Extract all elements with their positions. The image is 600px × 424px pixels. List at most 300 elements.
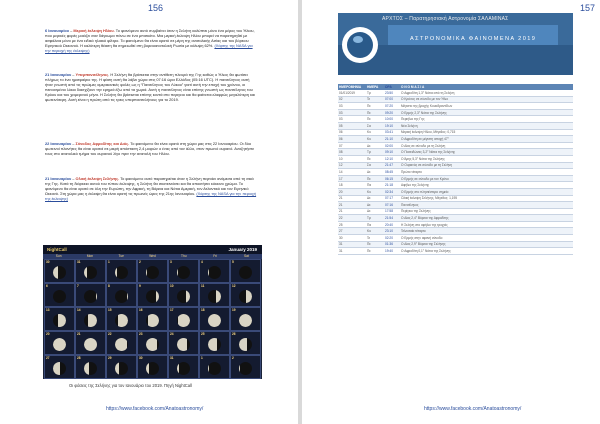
moon-lit-portion [127, 290, 128, 303]
moon-lit-portion [118, 314, 128, 327]
table-row [338, 235, 573, 242]
calendar-weekday: Wed [149, 254, 156, 258]
calendar-month: January 2019 [228, 247, 257, 252]
moon-lit-portion [53, 362, 60, 375]
moon-lit-portion [186, 290, 190, 303]
table-row [338, 109, 573, 116]
date-label: 22 Ιανουαρίου [45, 141, 72, 146]
cell-day: Κυ [366, 136, 384, 143]
cell-time: 21:10 [384, 136, 400, 143]
moon-phase-icon [84, 362, 97, 375]
cell-time: 19:40 [384, 248, 400, 255]
cell-event: Ο Δίας 2,4° Βόρεια της Αφροδίτης [400, 215, 573, 222]
cell-date: 17 [338, 175, 366, 182]
table-row [338, 103, 573, 110]
calendar-day-cell [44, 283, 75, 307]
moon-phase-icon [177, 338, 190, 351]
moon-phase-icon [208, 314, 221, 327]
cell-time: 09:10 [384, 149, 400, 156]
calendar-day-number: 18 [201, 308, 205, 312]
table-row [338, 169, 573, 176]
cell-day: Κυ [366, 188, 384, 195]
event-label: Υπερπανσέληνος [75, 72, 109, 77]
cell-day: Τε [366, 96, 384, 103]
cell-time: 21:54 [384, 215, 400, 222]
cell-date: 03 [338, 109, 366, 116]
cell-day: Δε [366, 195, 384, 202]
moon-lit-portion [239, 338, 247, 351]
table-row [338, 136, 573, 143]
calendar-day-cell [137, 283, 168, 307]
moon-lit-portion [84, 338, 97, 351]
moon-lit-portion [96, 290, 97, 303]
cell-date: 21 [338, 208, 366, 215]
moon-lit-portion [146, 362, 149, 375]
moon-phase-icon [239, 266, 252, 279]
cell-event: Ολική έκλειψη Σελήνης, Μέγεθος: 1,195 [400, 195, 573, 202]
calendar-day-cell [106, 331, 137, 355]
cell-date: 20 [338, 188, 366, 195]
table-row [338, 241, 573, 248]
table-row [338, 182, 573, 189]
calendar-day-cell [230, 331, 261, 355]
calendar-day-number: 28 [77, 356, 81, 360]
calendar-day-cell [199, 283, 230, 307]
moon-phase-icon [115, 338, 128, 351]
calendar-day-cell [44, 307, 75, 331]
calendar-day-number: 8 [108, 284, 110, 288]
paragraph-total-lunar-eclipse [45, 176, 257, 205]
cell-day: Πε [366, 241, 384, 248]
cell-day: Δε [366, 169, 384, 176]
calendar-day-cell [75, 355, 106, 379]
header-banner [338, 13, 573, 75]
calendar-day-cell [106, 307, 137, 331]
footer-facebook-link[interactable]: https://www.facebook.com/Anatoastronomy/ [106, 406, 204, 412]
calendar-day-cell [137, 307, 168, 331]
paragraph-text: Το φαινόμενο αυτό παρατηρείται όταν η Σελήνη περνάει ανάμεσα από τη σκιά της Γης. Κατά τη διάρκεια αυτού του τύπου έκλειψης, η Σελήνη θα σκοτεινιάσει και θα αποκτήσει κόκκινο χρώμα. Το φαινόμενο θα είναι ορατό σε όλη την Ευρώπη, την Αφρική, τη Βόρεια και Νότια Αμερική, τον Ατλαντικό και τον Ειρηνικό Ωκεανό. Στη χώρα μας η έκλειψη θα είναι ορατή τις πρωινές ώρες της 21ης Ιανουαρίου. [45, 176, 254, 196]
calendar-day-number: 12 [232, 284, 236, 288]
moon-lit-portion [178, 314, 190, 327]
table-row [338, 149, 573, 156]
moon-phase-icon [239, 362, 252, 375]
cell-date: 30 [338, 235, 366, 242]
table-row [338, 116, 573, 123]
moon-lit-portion [58, 314, 66, 327]
dash: – [71, 72, 76, 77]
calendar-day-number: 3 [170, 260, 172, 264]
table-row [338, 228, 573, 235]
cell-day: Πα [366, 221, 384, 228]
moon-phase-icon [84, 338, 97, 351]
paragraph-text: Το φαινόμενο αυτό συμβαίνει όταν η Σελήνη καλύπτει μόνο ένα μέρος του Ήλιου, που μερικές φορές μοιάζει σαν δάγκωμα πάνω σε ένα μπισκότο. Μια μερική έκλειψη Ηλίου μπορεί να παρατηρηθεί με ασφάλεια μόνο με ένα ειδικό ηλιακό φίλτρο. Το φαινόμενο θα είναι ορατό σε μέρη της ανατολικής Ασίας και του βόρειου Ειρηνικού Ωκεανού. Η καλύτερη θέαση θα σημειωθεί στη βορειοανατολική Ρωσία με κάλυψη 62%. [45, 28, 255, 48]
calendar-day-cell [106, 259, 137, 283]
cell-time: 08:45 [384, 169, 400, 176]
calendar-weekday: Sat [243, 254, 249, 258]
event-label: Ολική έκλειψη Σελήνης. [75, 176, 120, 181]
calendar-day-number: 1 [201, 356, 203, 360]
moon-lit-portion [239, 314, 252, 327]
moon-phase-icon [177, 290, 190, 303]
cell-day: Πε [366, 155, 384, 162]
calendar-day-cell [106, 283, 137, 307]
moon-phase-icon [115, 362, 128, 375]
calendar-day-cell [44, 355, 75, 379]
cell-event: Μερική έκλειψη Ηλίου, Μέγεθος: 0,715 [400, 129, 573, 136]
moon-lit-portion [88, 314, 97, 327]
cell-date: 03 [338, 103, 366, 110]
planet-logo-icon [342, 27, 378, 63]
cell-time: 06:15 [384, 175, 400, 182]
calendar-day-cell [230, 259, 261, 283]
calendar-day-number: 30 [139, 356, 143, 360]
table-row [338, 248, 573, 255]
cell-event: Περιήλιο της Γης [400, 116, 573, 123]
cell-time: 12:10 [384, 155, 400, 162]
moon-lit-portion [53, 338, 66, 351]
cell-event: Αφήλιο της Σελήνης [400, 182, 573, 189]
calendar-day-number: 13 [46, 308, 50, 312]
calendar-day-cell [168, 331, 199, 355]
dash: – [71, 176, 76, 181]
cell-date: 03 [338, 116, 366, 123]
paragraph-text: Το φαινόμενο θα είναι ορατό στη χώρα μας στις 22 Ιανουαρίου. Οι δύο φωτεινοί πλανήτες θα είναι ορατοί σε μικρή απόσταση 2,4 μοιρών ο ένας από τον άλλο, στον πρωινό ουρανό. Αναζητήστε τους στο ανατολικό τμήμα του ουρανού λίγο πριν την ανατολή του Ηλίου. [45, 141, 255, 156]
cell-date: 31 [338, 248, 366, 255]
moon-phase-icon [208, 362, 221, 375]
cell-event: Νέα Σελήνη [400, 122, 573, 129]
nasa-map-link[interactable]: (Χάρτης της NASA για την περιοχή της έκλειψης) [45, 191, 257, 201]
table-row [338, 221, 573, 228]
calendar-day-number: 29 [108, 356, 112, 360]
moon-phase-icon [239, 290, 252, 303]
moon-phase-icon [84, 290, 97, 303]
moon-lit-portion [53, 266, 58, 279]
table-row [338, 208, 573, 215]
moon-phase-icon [146, 314, 159, 327]
calendar-day-number: 14 [77, 308, 81, 312]
calendar-day-number: 27 [46, 356, 50, 360]
moon-phase-icon [208, 338, 221, 351]
calendar-day-cell [199, 259, 230, 283]
calendar-brand: NightCall [47, 247, 67, 252]
cell-time: 07:17 [384, 195, 400, 202]
calendar-day-number: 15 [108, 308, 112, 312]
moon-phase-icon [84, 314, 97, 327]
cell-event: Ο Αφροδίτη 0,1° Νότια της Σελήνης [400, 248, 573, 255]
cell-date: 25 [338, 221, 366, 228]
cell-time: 21:47 [384, 162, 400, 169]
cell-day: Σα [366, 122, 384, 129]
calendar-day-cell [168, 355, 199, 379]
moon-phase-icon [53, 362, 66, 375]
event-label: Μερική έκλειψη Ηλίου. [73, 28, 115, 33]
cell-date: 06 [338, 136, 366, 143]
calendar-weekday: Mon [86, 254, 94, 258]
cell-time: 07:16 [384, 202, 400, 209]
banner-subtitle-band [388, 25, 558, 45]
moon-lit-portion [84, 362, 89, 375]
cell-time: 02:34 [384, 188, 400, 195]
cell-event: Ο Ουρανός σε σύνοδο με τη Σελήνη [400, 162, 573, 169]
moon-lit-portion [246, 290, 253, 303]
moon-lit-portion [146, 338, 157, 351]
cell-day: Τρ [366, 90, 384, 96]
cell-event: Πανσέληνος [400, 202, 573, 209]
calendar-day-number: 9 [139, 284, 141, 288]
calendar-day-number: 2 [232, 356, 234, 360]
calendar-weekday: Thu [181, 254, 187, 258]
cell-day: Πε [366, 175, 384, 182]
cell-day: Σα [366, 162, 384, 169]
event-label: Σύνοδος Αφροδίτης και Διός. [75, 141, 130, 146]
calendar-caption: Οι φάσεις της Σελήνης για τον Ιανουάριο του 2019. Πηγή NightCall [69, 383, 192, 388]
table-row [338, 122, 573, 129]
calendar-day-number: 11 [201, 284, 205, 288]
calendar-day-number: 4 [201, 260, 203, 264]
moon-phase-icon [146, 362, 159, 375]
moon-lit-portion [156, 290, 159, 303]
table-row [338, 215, 573, 222]
date-label: 6 Ιανουαρίου [45, 28, 70, 33]
cell-time: 07:20 [384, 103, 400, 110]
cell-date: 22 [338, 215, 366, 222]
moon-phase-icon [115, 290, 128, 303]
moon-phase-icon [53, 290, 66, 303]
moon-lit-portion [146, 266, 147, 279]
moon-lit-portion [208, 338, 217, 351]
calendar-day-cell [168, 283, 199, 307]
calendar-day-cell [75, 307, 106, 331]
cell-date: 21 [338, 195, 366, 202]
cell-day: Δε [366, 202, 384, 209]
table-row [338, 155, 573, 162]
banner-subtitle: ΑΣΤΡΟΝΟΜΙΚΑ ΦΑΙΝΟΜΕΝΑ 2019 [410, 36, 537, 42]
right-page [302, 0, 600, 424]
calendar-day-number: 26 [232, 332, 236, 336]
cell-date: 14 [338, 169, 366, 176]
moon-lit-portion [115, 362, 119, 375]
calendar-day-number: 19 [232, 308, 236, 312]
moon-phase-icon [208, 266, 221, 279]
calendar-day-number: 20 [46, 332, 50, 336]
header-day: ΗΜΕΡΑ [366, 84, 384, 90]
cell-event: Ο Ερμής σε σύνοδο με τον Κρόνο [400, 175, 573, 182]
cell-time: 07:00 [384, 96, 400, 103]
calendar-header [43, 245, 262, 254]
moon-phase-icon [115, 266, 128, 279]
cell-day: Πε [366, 248, 384, 255]
cell-event: Ο Ερμής στο πλησιέστερο σημείο [400, 188, 573, 195]
moon-phase-icon [177, 362, 190, 375]
moon-phase-icon [115, 314, 128, 327]
calendar-day-cell [44, 259, 75, 283]
moon-phase-calendar [43, 245, 262, 379]
calendar-day-number: 17 [170, 308, 174, 312]
calendar-day-cell [168, 259, 199, 283]
calendar-day-cell [199, 331, 230, 355]
moon-lit-portion [208, 362, 209, 375]
paragraph-venus-jupiter [45, 141, 257, 160]
cell-date: 02 [338, 96, 366, 103]
cell-day: Δε [366, 142, 384, 149]
moon-lit-portion [177, 338, 187, 351]
calendar-day-cell [199, 307, 230, 331]
table-row [338, 188, 573, 195]
calendar-day-cell [106, 355, 137, 379]
moon-phase-icon [208, 290, 221, 303]
cell-event: Ο Άρης 5,3° Νότια της Σελήνης [400, 155, 573, 162]
calendar-day-number: 10 [170, 284, 174, 288]
cell-day: Πε [366, 103, 384, 110]
table-row [338, 195, 573, 202]
cell-date: 06 [338, 129, 366, 136]
moon-lit-portion [177, 266, 178, 279]
cell-event: Μέγιστο της βροχής Κουαδραντίδων [400, 103, 573, 110]
moon-phase-icon [146, 290, 159, 303]
table-row [338, 162, 573, 169]
calendar-day-number: 25 [201, 332, 205, 336]
date-label: 21 Ιανουαρίου [45, 72, 72, 77]
planet-logo-shine [353, 36, 363, 43]
right-page-number: 157 [580, 3, 596, 13]
cell-day: Τε [366, 235, 384, 242]
calendar-day-cell [75, 331, 106, 355]
calendar-day-cell [137, 355, 168, 379]
cell-event: Ο Ποσειδώνας 3,2° Νότια της Σελήνης [400, 149, 573, 156]
cell-date: 31 [338, 241, 366, 248]
cell-time: 23:10 [384, 228, 400, 235]
moon-lit-portion [216, 290, 221, 303]
left-page-number: 156 [148, 3, 164, 13]
events-table-body [338, 90, 573, 254]
header-date: ΗΜΕΡΟΜΗΝΙΑ [338, 84, 366, 90]
moon-lit-portion [115, 266, 117, 279]
dash: – [69, 28, 74, 33]
calendar-day-number: 30 [46, 260, 50, 264]
cell-event: Ο Δίας σε σύνοδο με τη Σελήνη [400, 142, 573, 149]
cell-time: 10:00 [384, 116, 400, 123]
calendar-day-number: 24 [170, 332, 174, 336]
calendar-day-cell [168, 307, 199, 331]
cell-time: 02:00 [384, 142, 400, 149]
date-label: 21 Ιανουαρίου [45, 176, 72, 181]
cell-time: 01:36 [384, 241, 400, 248]
left-page [0, 0, 298, 424]
moon-lit-portion [177, 362, 179, 375]
moon-lit-portion [208, 314, 221, 327]
paragraph-supermoon [45, 72, 257, 106]
cell-date: 12 [338, 162, 366, 169]
cell-date: 21 [338, 202, 366, 209]
calendar-day-number: 31 [170, 356, 174, 360]
calendar-day-number: 22 [108, 332, 112, 336]
moon-phase-icon [53, 314, 66, 327]
footer-facebook-link[interactable]: https://www.facebook.com/Anatoastronomy/ [424, 406, 522, 412]
calendar-day-cell [75, 259, 106, 283]
calendar-day-cell [199, 355, 230, 379]
table-row [338, 142, 573, 149]
nasa-map-link[interactable]: (Χάρτης της NASA για την περιοχή της έκλειψης) [45, 43, 253, 53]
cell-time: 02:20 [384, 235, 400, 242]
table-row [338, 175, 573, 182]
paragraph-text: . Η Σελήνη θα βρίσκεται στην αντίθετη πλευρά της Γης καθώς ο Ήλιος θα φωτίσει πλήρως το ένα ημισφαίριο της. Η φάση αυτή θα λάβει χώρα στις 07:16 ώρα Ελλάδος (05:16 UTC). Η πανσέληνος αυτή ήταν γνωστή από τις πρώιμες αμερικανικές φυλές ως η “Πανσέληνος του Λύκου” γιατί αυτή την εποχή του χρόνου, οι πεινασμένοι λύκοι διασχίζουν την ερημιά έξω από τα χωριά. Αυτή η πανσέληνος είναι επίσης γνωστή ως πανσέληνος του Κρύου και του χειμερινού μήνα. Η Σελήνη θα βρίσκεται επίσης κοντά στο περιγειο και θα φαίνεται ελαφρώς μεγαλύτερη και φωτεινότερη. Αυτή είναι η πρώτη από τις τρεις υπερπανσελήνους για το 2019. [45, 72, 256, 102]
moon-phase-icon [239, 338, 252, 351]
calendar-day-cell [230, 307, 261, 331]
cell-time: 20:40 [384, 221, 400, 228]
cell-event: Ο Δίας 2,9° Βόρεια της Σελήνης [400, 241, 573, 248]
table-row [338, 202, 573, 209]
cell-day: Κυ [366, 228, 384, 235]
calendar-day-number: 5 [232, 260, 234, 264]
cell-date: 18 [338, 182, 366, 189]
calendar-day-number: 7 [77, 284, 79, 288]
calendar-day-cell [137, 331, 168, 355]
cell-event: Τελευταίο τέταρτο [400, 228, 573, 235]
calendar-day-number: 6 [46, 284, 48, 288]
calendar-day-number: 21 [77, 332, 81, 336]
moon-lit-portion [148, 314, 159, 327]
calendar-grid [43, 259, 262, 379]
calendar-day-cell [230, 283, 261, 307]
calendar-day-cell [75, 283, 106, 307]
cell-event: Ο Κρόνος σε σύνοδο με τον Ήλιο [400, 96, 573, 103]
dash: – [71, 141, 76, 146]
cell-day: Κυ [366, 129, 384, 136]
astronomical-events-table [338, 84, 573, 255]
moon-phase-icon [177, 266, 190, 279]
header-event: Ο Ν Ο Μ Α Σ Ι Α [400, 84, 573, 90]
cell-date: 27 [338, 228, 366, 235]
calendar-day-number: 1 [108, 260, 110, 264]
cell-day: Πε [366, 109, 384, 116]
header-time: ΩΡΑ [384, 84, 400, 90]
cell-date: 07 [338, 142, 366, 149]
moon-phase-icon [53, 266, 66, 279]
calendar-day-number: 23 [139, 332, 143, 336]
cell-day: Δε [366, 208, 384, 215]
paragraph-partial-solar-eclipse [45, 28, 257, 57]
cell-day: Πα [366, 182, 384, 189]
cell-time: 09:20 [384, 109, 400, 116]
calendar-day-number: 16 [139, 308, 143, 312]
cell-event: Ο Αφροδίτη 1,3° Νότια από τη Σελήνη [400, 90, 573, 96]
calendar-day-number: 2 [139, 260, 141, 264]
cell-event: Ο Ερμής 2,3° Νότια της Σελήνης [400, 109, 573, 116]
cell-event: Πρώτο τέταρτο [400, 169, 573, 176]
moon-phase-icon [177, 314, 190, 327]
calendar-day-cell [137, 259, 168, 283]
moon-lit-portion [84, 266, 87, 279]
cell-event: Η Σελήνη στο αφήλιο της τροχιάς [400, 221, 573, 228]
cell-time: 23:50 [384, 90, 400, 96]
cell-date: 08 [338, 149, 366, 156]
calendar-weekday: Tue [118, 254, 124, 258]
moon-phase-icon [84, 266, 97, 279]
cell-date: 10 [338, 155, 366, 162]
cell-time: 17:58 [384, 208, 400, 215]
cell-day: Τρ [366, 215, 384, 222]
moon-phase-icon [239, 314, 252, 327]
cell-time: 21:18 [384, 182, 400, 189]
calendar-weekday: Fri [213, 254, 217, 258]
cell-event: Ο Ερμής στην αφανή σύνοδο [400, 235, 573, 242]
cell-event: Ο Αφροδίτη σε μέγιστη αποχή 47° [400, 136, 573, 143]
table-row [338, 129, 573, 136]
moon-phase-icon [146, 338, 159, 351]
table-row [338, 96, 573, 103]
cell-event: Περίγειο της Σελήνης [400, 208, 573, 215]
moon-lit-portion [115, 338, 127, 351]
